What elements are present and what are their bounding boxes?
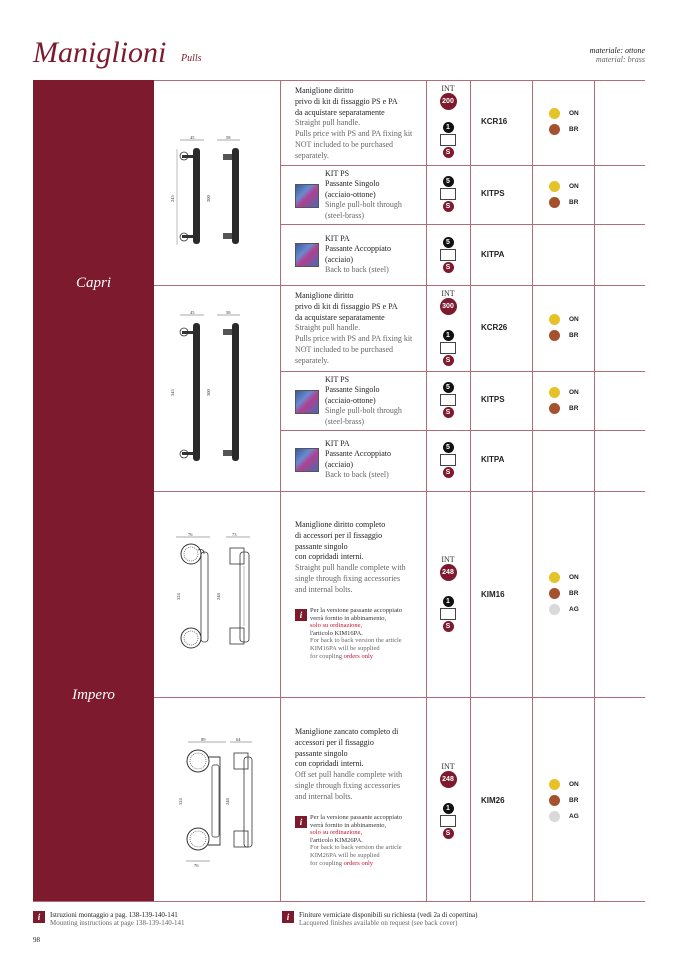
desc-line: da acquistare separatamente (295, 312, 385, 322)
finish-label: ON (569, 110, 579, 117)
int-kcr16 (430, 85, 466, 110)
note-line: verrà fornito in abbinamento, (310, 614, 387, 622)
dim-kim16-a: 76 (188, 532, 193, 537)
int-kim16 (430, 556, 466, 581)
pack-quantity: 1 (443, 122, 454, 133)
int-kcr26 (430, 290, 466, 315)
desc-line-en: Straight pull handle. (295, 323, 361, 333)
desc-line-en: single through fixing accessories (295, 573, 401, 583)
dim-kcr26-a: 45 (190, 310, 195, 315)
row-divider (33, 901, 645, 902)
row-divider (280, 430, 645, 431)
code-kim26: KIM26 (481, 796, 505, 805)
note-line-en: For back to back version the article (310, 844, 402, 852)
desc-kim26 (295, 727, 402, 803)
kit-line: Passante Accoppiato (325, 449, 391, 459)
int-label: INT (441, 84, 455, 93)
finish-swatch-br (549, 588, 560, 599)
note-kim16 (310, 607, 402, 660)
note-line: l'articolo KIM16PA. (310, 629, 363, 637)
int-value: 300 (440, 298, 457, 315)
desc-line-en: single through fixing accessories (295, 780, 401, 790)
note-line: Per la versione passante accoppiato (310, 607, 403, 614)
finish-label: BR (569, 797, 579, 804)
finish-label: ON (569, 781, 579, 788)
note-line-en (310, 860, 402, 868)
desc-line-en: separately. (295, 150, 329, 160)
finish-label: ON (569, 574, 579, 581)
desc-line-en: and internal bolts. (295, 584, 353, 594)
product-table (33, 80, 645, 902)
kit-title: KIT PA (325, 234, 350, 243)
package-icon (440, 608, 456, 620)
package-icon (440, 188, 456, 200)
row-divider (154, 491, 645, 492)
dim-kcr26-h1: 345 (170, 389, 175, 396)
row-divider (154, 285, 645, 286)
desc-line: Maniglione zancato completo di (295, 727, 399, 736)
pack-unit: S (443, 147, 454, 158)
dim-kim16-h2: 248 (216, 593, 221, 600)
int-value: 248 (440, 771, 457, 788)
desc-line: Maniglione diritto (295, 291, 354, 300)
kit-line: Passante Singolo (325, 385, 380, 395)
footer-mounting-en: Mounting instructions at page 138-139-140-141 (50, 919, 185, 927)
section-label-capri: Capri (75, 275, 111, 291)
pack-kitpa2 (439, 442, 457, 478)
pack-unit: S (443, 467, 454, 478)
page-number: 98 (33, 936, 40, 944)
finish-swatch-br (549, 403, 560, 414)
finish-label: ON (569, 316, 579, 323)
dim-kim26-h1: 324 (178, 798, 183, 805)
pack-unit: S (443, 262, 454, 273)
pack-kim26 (439, 803, 457, 839)
pack-quantity: 5 (443, 237, 454, 248)
kit-line: Passante Accoppiato (325, 244, 391, 254)
dim-kim26-h2: 248 (225, 798, 230, 805)
info-icon: i (33, 911, 45, 923)
kit-pa-image (295, 448, 319, 472)
desc-kitps1 (325, 169, 402, 221)
pack-unit: S (443, 828, 454, 839)
note-kim26 (310, 814, 402, 867)
dim-kcr16-b: 58 (226, 135, 231, 140)
finish-label: BR (569, 199, 579, 206)
desc-line-en: NOT included to be purchased (295, 139, 394, 149)
desc-line: accessori per il fissaggio (295, 737, 374, 747)
pack-unit: S (443, 621, 454, 632)
pack-quantity: 5 (443, 442, 454, 453)
dim-kcr26-b: 58 (226, 310, 231, 315)
note-text-red: orders only (343, 859, 374, 867)
dim-kim26-c: 76 (194, 863, 199, 868)
code-kitpa2: KITPA (481, 455, 505, 464)
kit-line-en: (steel-brass) (325, 210, 365, 220)
pack-kcr16 (439, 122, 457, 158)
footer-mounting-it: Istruzioni montaggio a pag. 138-139-140-141 (50, 911, 178, 919)
dim-kim16-b: 73 (232, 532, 237, 537)
code-kitpa1: KITPA (481, 250, 505, 259)
desc-line: privo di kit di fissaggio PS e PA (295, 301, 398, 311)
footer-finishes-it: Finiture verniciate disponibili su richiesta (vedi 2a di copertina) (299, 911, 478, 919)
desc-kitps2 (325, 375, 402, 427)
finish-swatch-ag (549, 811, 560, 822)
row-divider (154, 80, 645, 81)
pack-unit: S (443, 355, 454, 366)
desc-line: privo di kit di fissaggio PS e PA (295, 96, 398, 106)
page-subtitle: Pulls (181, 53, 202, 64)
desc-line-en: Pulls price with PS and PA fixing kit (295, 334, 413, 344)
note-text: for coupling (310, 652, 344, 660)
desc-line: da acquistare separatamente (295, 107, 385, 117)
note-line: Per la versione passante accoppiato (310, 814, 403, 821)
drawing-kim26 (168, 737, 258, 869)
note-line: verrà fornito in abbinamento, (310, 821, 387, 829)
finish-swatch-br (549, 197, 560, 208)
kit-line: (acciaio) (325, 254, 353, 264)
package-icon (440, 394, 456, 406)
package-icon (440, 134, 456, 146)
finish-swatch-br (549, 795, 560, 806)
footer-finishes (299, 911, 477, 927)
desc-line: con copridadi interni. (295, 552, 364, 562)
desc-line-en: and internal bolts. (295, 791, 353, 801)
info-icon: i (295, 816, 307, 828)
kit-line-en: (steel-brass) (325, 416, 365, 426)
pack-kitps2 (439, 382, 457, 418)
desc-kim16 (295, 520, 406, 596)
col-divider (426, 80, 427, 902)
code-kcr26: KCR26 (481, 323, 508, 332)
note-line-en (310, 653, 402, 661)
dim-kim26-a: 89 (201, 737, 206, 742)
code-kitps2: KITPS (481, 395, 505, 404)
note-text-red: orders only (343, 652, 374, 660)
note-line-red: solo su ordinazione, (310, 622, 363, 630)
note-line-red: solo su ordinazione, (310, 829, 363, 837)
package-icon (440, 249, 456, 261)
desc-line-en: NOT included to be purchased (295, 344, 394, 354)
pack-quantity: 5 (443, 176, 454, 187)
kit-line-en: Single pull-bolt through (325, 406, 402, 416)
note-line: l'articolo KIM26PA. (310, 836, 363, 844)
pack-quantity: 5 (443, 382, 454, 393)
kit-ps-image (295, 184, 319, 208)
finish-label: BR (569, 590, 579, 597)
material-note (590, 46, 645, 64)
drawing-kim16 (168, 532, 258, 662)
desc-kitpa2 (325, 439, 391, 481)
desc-line-en: Off set pull handle complete with (295, 770, 403, 780)
material-it: materiale: ottone (589, 46, 645, 55)
finish-label: ON (569, 183, 579, 190)
finish-label: BR (569, 126, 579, 133)
info-icon: i (282, 911, 294, 923)
drawing-kcr16 (168, 135, 248, 257)
note-line-en: For back to back version the article (310, 637, 402, 645)
desc-line-en: Straight pull handle complete with (295, 563, 406, 573)
code-kim16: KIM16 (481, 590, 505, 599)
dim-kim26-b: 64 (236, 737, 241, 742)
int-kim26 (430, 763, 466, 788)
pack-unit: S (443, 201, 454, 212)
finish-label: ON (569, 389, 579, 396)
finish-label: AG (569, 606, 579, 613)
desc-line: Maniglione diritto (295, 86, 354, 95)
kit-title: KIT PA (325, 439, 350, 448)
kit-line: (acciaio-ottone) (325, 189, 376, 199)
pack-kcr26 (439, 330, 457, 366)
finish-swatch-on (549, 108, 560, 119)
pack-unit: S (443, 407, 454, 418)
dim-kcr26-h2: 300 (206, 389, 211, 396)
pack-quantity: 1 (443, 330, 454, 341)
desc-kitpa1 (325, 234, 391, 276)
desc-line-en: Pulls price with PS and PA fixing kit (295, 129, 413, 139)
desc-line: con copridadi interni. (295, 759, 364, 769)
code-kcr16: KCR16 (481, 117, 508, 126)
kit-title: KIT PS (325, 375, 350, 384)
int-label: INT (441, 555, 455, 564)
finish-swatch-on (549, 314, 560, 325)
desc-line: Maniglione diritto completo (295, 520, 386, 529)
kit-ps-image (295, 390, 319, 414)
desc-kcr16 (295, 86, 412, 162)
int-value: 200 (440, 93, 457, 110)
int-label: INT (441, 762, 455, 771)
kit-line: Passante Singolo (325, 179, 380, 189)
col-divider (470, 80, 471, 902)
note-line-en: KIM16PA will be supplied (310, 644, 380, 652)
page-title: Maniglioni (33, 36, 167, 69)
desc-line: passante singolo (295, 748, 348, 758)
note-text: for coupling (310, 859, 344, 867)
finish-swatch-on (549, 572, 560, 583)
int-label: INT (441, 289, 455, 298)
finish-label: AG (569, 813, 579, 820)
code-kitps1: KITPS (481, 189, 505, 198)
info-icon: i (295, 609, 307, 621)
pack-kitps1 (439, 176, 457, 212)
dim-kim16-h1: 324 (176, 593, 181, 600)
package-icon (440, 815, 456, 827)
kit-title: KIT PS (325, 169, 350, 178)
dim-kcr16-h2: 200 (206, 195, 211, 202)
finish-label: BR (569, 332, 579, 339)
finish-label: BR (569, 405, 579, 412)
row-divider (280, 371, 645, 372)
kit-line: (acciaio) (325, 459, 353, 469)
row-divider (280, 165, 645, 166)
kit-line: (acciaio-ottone) (325, 395, 376, 405)
dim-kcr16-a: 45 (190, 135, 195, 140)
pack-kitpa1 (439, 237, 457, 273)
finish-swatch-ag (549, 604, 560, 615)
col-divider (280, 80, 281, 902)
kit-pa-image (295, 243, 319, 267)
row-divider (154, 697, 645, 698)
dim-kcr16-h1: 245 (170, 195, 175, 202)
drawing-kcr26 (168, 310, 248, 472)
int-value: 248 (440, 564, 457, 581)
footer-finishes-en: Lacquered finishes available on request (see back cover) (299, 919, 458, 927)
finish-swatch-on (549, 181, 560, 192)
section-label-impero: Impero (72, 687, 115, 703)
finish-swatch-br (549, 124, 560, 135)
package-icon (440, 454, 456, 466)
desc-kcr26 (295, 291, 412, 367)
desc-line-en: Straight pull handle. (295, 118, 361, 128)
finish-swatch-br (549, 330, 560, 341)
pack-quantity: 1 (443, 596, 454, 607)
col-divider (532, 80, 533, 902)
desc-line-en: separately. (295, 355, 329, 365)
pack-kim16 (439, 596, 457, 632)
package-icon (440, 342, 456, 354)
kit-line-en: Back to back (steel) (325, 470, 389, 480)
note-line-en: KIM26PA will be supplied (310, 851, 380, 859)
kit-line-en: Back to back (steel) (325, 265, 389, 275)
desc-line: passante singolo (295, 541, 348, 551)
kit-line-en: Single pull-bolt through (325, 200, 402, 210)
pack-quantity: 1 (443, 803, 454, 814)
finish-swatch-on (549, 387, 560, 398)
row-divider (280, 224, 645, 225)
desc-line: di accessori per il fissaggio (295, 530, 383, 540)
finish-swatch-on (549, 779, 560, 790)
col-divider (594, 80, 595, 902)
material-en: material: brass (595, 55, 645, 64)
footer-mounting (50, 911, 185, 927)
